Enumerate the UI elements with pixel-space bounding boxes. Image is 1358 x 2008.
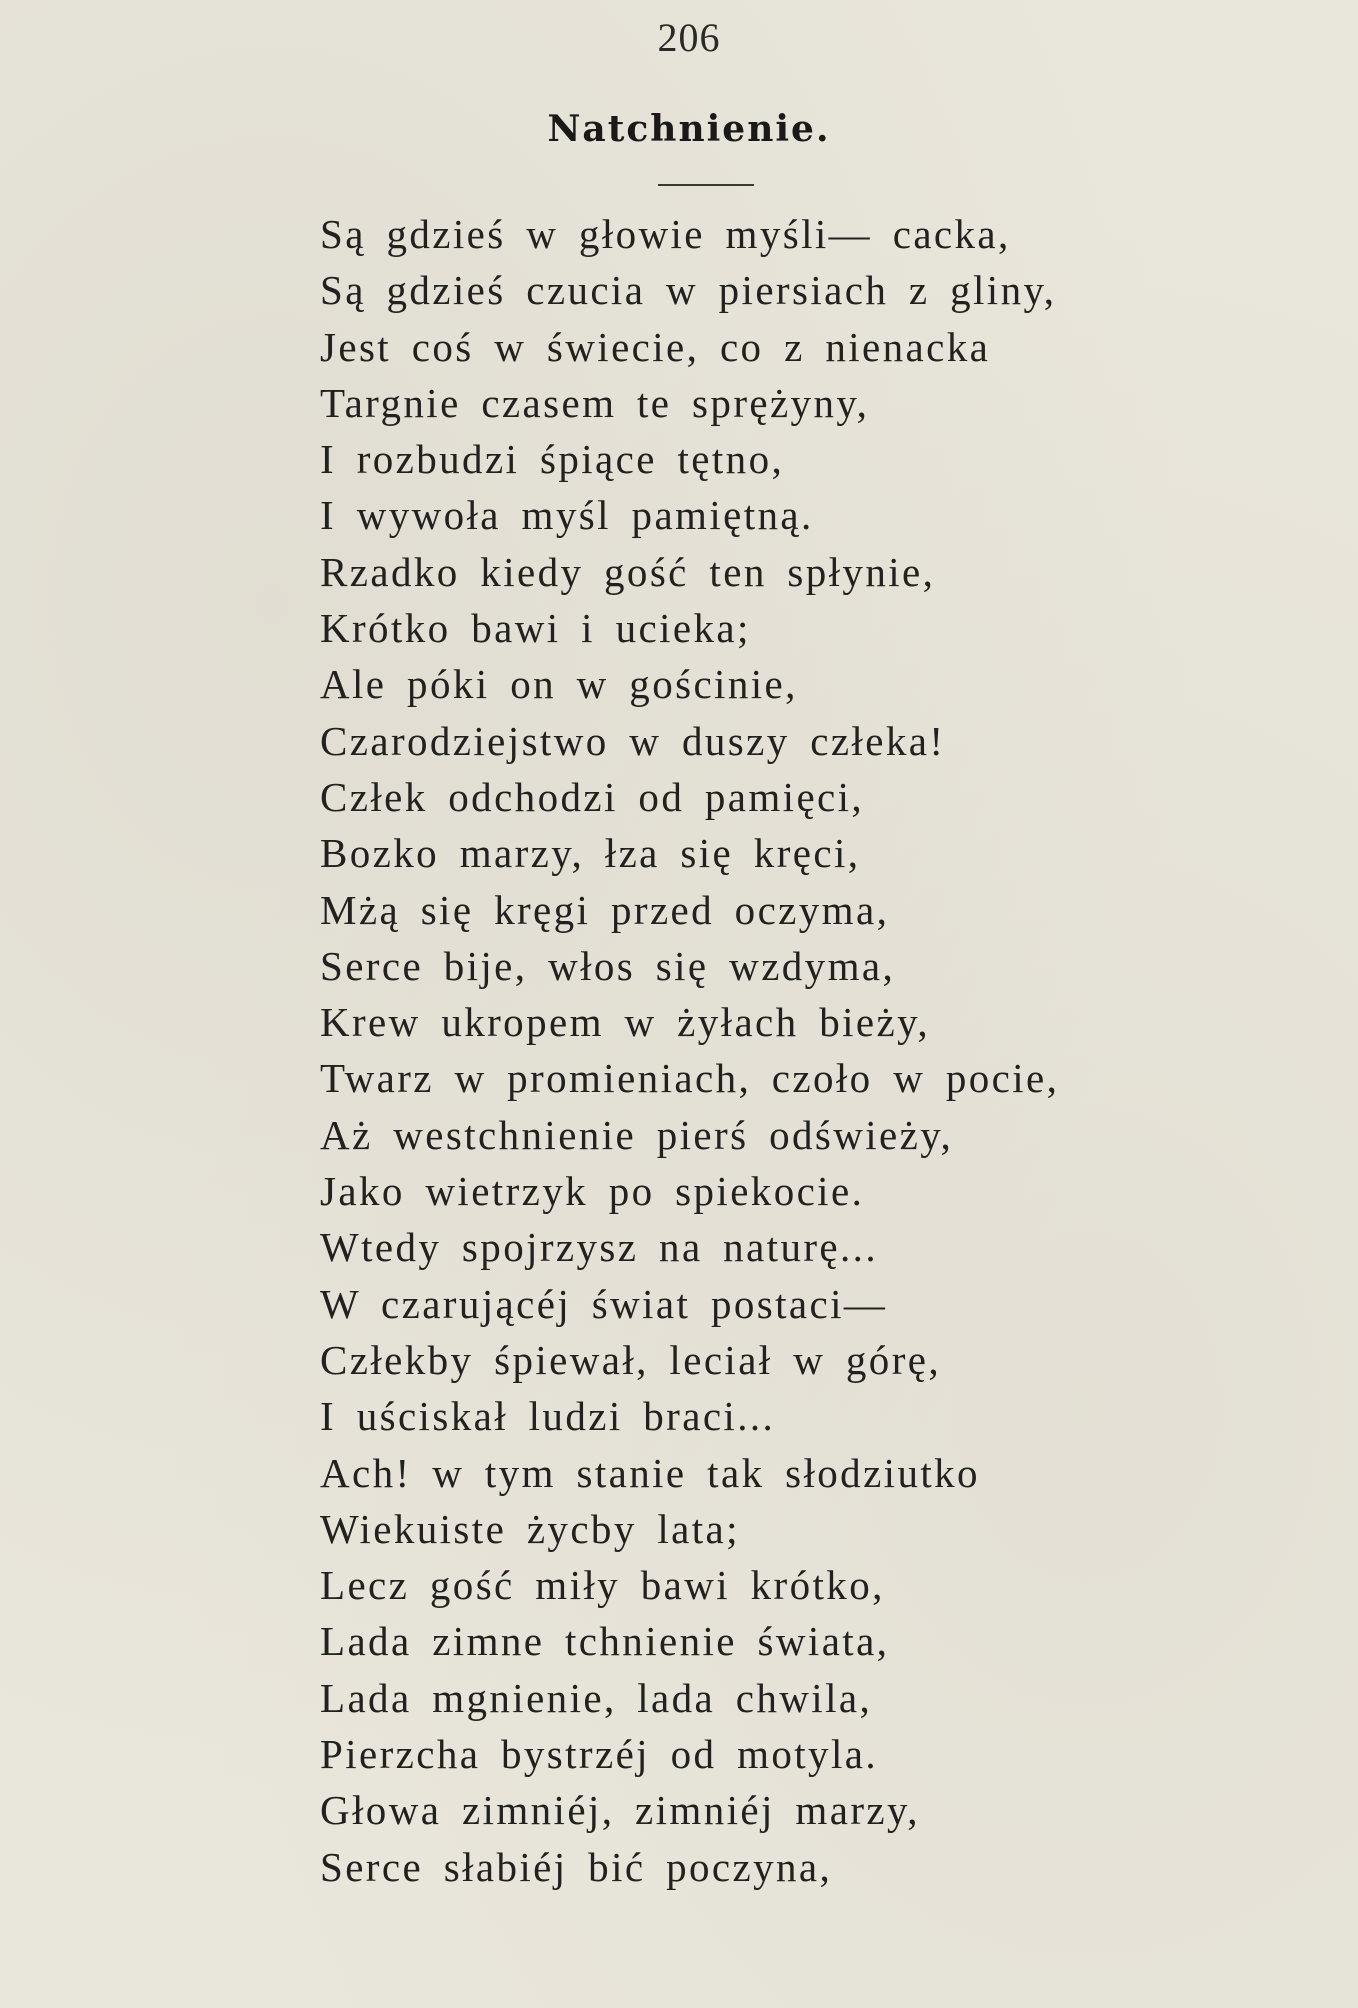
poem-line: Lada zimne tchnienie świata, xyxy=(320,1618,890,1665)
poem-line: Człekby śpiewał, leciał w górę, xyxy=(320,1336,942,1383)
poem-line: Bozko marzy, łza się kręci, xyxy=(320,830,861,877)
poem-line: I rozbudzi śpiące tętno, xyxy=(320,436,785,483)
poem-line: Lada mgnienie, lada chwila, xyxy=(320,1674,873,1721)
poem-line: Głowa zimniéj, zimniéj marzy, xyxy=(320,1787,920,1834)
poem-line: Ale póki on w gościnie, xyxy=(320,661,798,708)
page-number: 206 xyxy=(657,15,721,60)
poem-line: I wywoła myśl pamiętną. xyxy=(320,492,814,539)
poem-line: Jako wietrzyk po spiekocie. xyxy=(320,1168,865,1215)
poem-line: Jest coś w świecie, co z nienacka xyxy=(320,323,991,370)
poem-line: W czarującéj świat postaci— xyxy=(320,1280,888,1327)
poem-line: Człek odchodzi od pamięci, xyxy=(320,773,865,820)
title-divider xyxy=(658,184,754,186)
poem-line: Mżą się kręgi przed oczyma, xyxy=(320,886,890,933)
poem-line: Czarodziejstwo w duszy człeka! xyxy=(320,717,946,764)
poem-title: Natchnienie. xyxy=(547,108,831,150)
poem-line: Aż westchnienie pierś odświeży, xyxy=(320,1111,954,1158)
poem-body xyxy=(320,206,1059,1895)
poem-line: Rzadko kiedy gość ten spłynie, xyxy=(320,548,936,595)
poem-line: Są gdzieś czucia w piersiach z gliny, xyxy=(320,267,1057,314)
poem-line: Serce słabiéj bić poczyna, xyxy=(320,1843,833,1890)
poem-line: Krew ukropem w żyłach bieży, xyxy=(320,999,930,1046)
poem-line: Serce bije, włos się wzdyma, xyxy=(320,942,896,989)
poem-line: Lecz gość miły bawi krótko, xyxy=(320,1562,885,1609)
poem-line: Targnie czasem te sprężyny, xyxy=(320,379,870,426)
poem-line: Twarz w promieniach, czoło w pocie, xyxy=(320,1055,1060,1102)
poem-line: Wtedy spojrzysz na naturę... xyxy=(320,1224,878,1271)
poem-line: Wiekuiste życby lata; xyxy=(320,1505,740,1552)
poem-line: Krótko bawi i ucieka; xyxy=(320,605,751,652)
poem-line: Są gdzieś w głowie myśli— cacka, xyxy=(320,211,1011,257)
poem-line: Pierzcha bystrzéj od motyla. xyxy=(320,1731,878,1778)
poem-line: I uściskał ludzi braci... xyxy=(320,1393,776,1440)
poem-line: Ach! w tym stanie tak słodziutko xyxy=(320,1449,980,1496)
